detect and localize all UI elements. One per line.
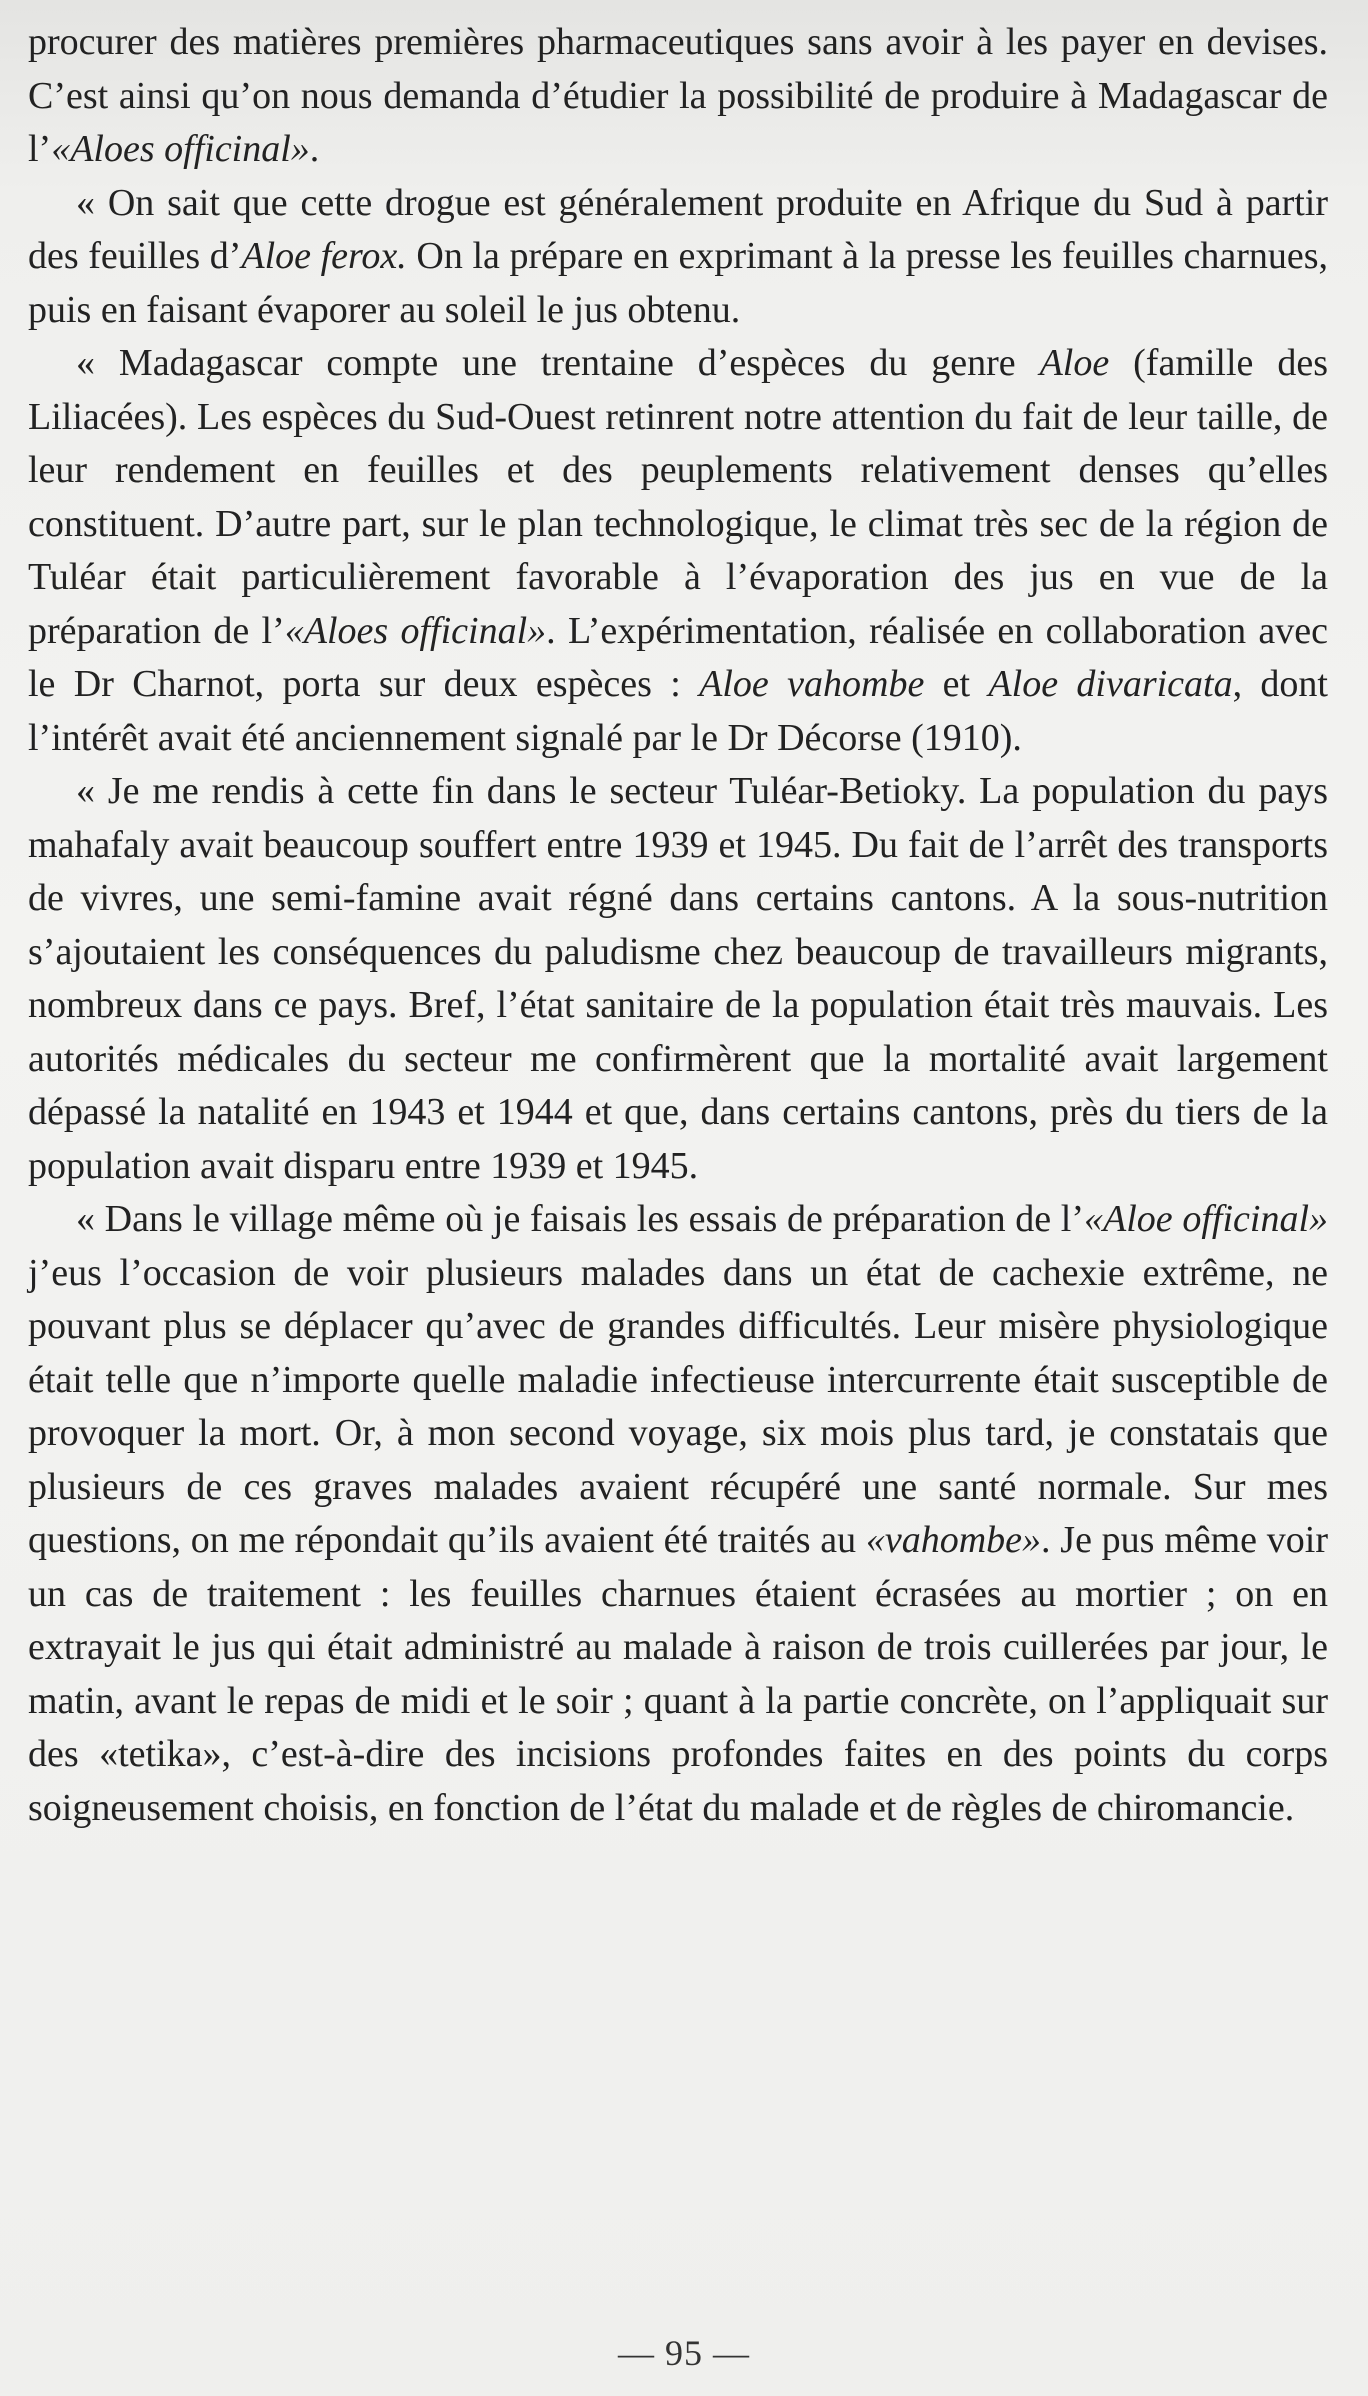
text-segment: . L’expérimentation, réalisée en collaboration avec le Dr Charnot, porta sur deux espèces :	[28, 609, 1329, 705]
paragraph	[28, 16, 1328, 177]
italic-text: «Aloe officinal»	[1084, 1198, 1329, 1240]
body-text	[28, 16, 1328, 1835]
italic-text: Aloe divaricata	[988, 663, 1233, 705]
text-segment: procurer des matières premières pharmaceutiques sans avoir à les payer en devises. C’est ainsi qu’on nous demanda d’étudier la possibilité de produire à Madagascar de l’	[28, 21, 1328, 170]
text-segment: On la prépare en exprimant à la presse les feuilles charnues, puis en faisant évaporer au soleil le jus obtenu.	[28, 235, 1329, 331]
italic-text: Aloe	[1039, 342, 1110, 384]
italic-text: «Aloes officinal»	[284, 609, 547, 652]
paragraph	[28, 337, 1328, 765]
text-segment: .	[309, 128, 320, 170]
text-segment: , dont l’intérêt avait été anciennement signalé par le Dr Décorse (1910).	[28, 663, 1328, 759]
italic-text: Aloe ferox.	[241, 235, 407, 277]
paragraph	[28, 177, 1328, 338]
page-number: — 95 —	[618, 2333, 750, 2373]
text-segment: « Madagascar compte une trentaine d’espèces du genre	[76, 342, 1040, 384]
italic-text: Aloe vahombe	[699, 663, 925, 705]
text-segment: . Je pus même voir un cas de traitement : les feuilles charnues étaient écrasées au mortier ; on en extrayait le jus qui était administré au malade à raison de trois cuillerées par jour, le matin, avant le repas de midi et le soir ; quant à la partie concrète, on l’appliquait sur des «tetika», c’est-à-dire des incisions profondes faites en des points du corps soigneusement choisis, en fonction de l’état du malade et de règles de chiromancie.	[28, 1519, 1328, 1829]
paragraph	[28, 1193, 1328, 1835]
paragraph	[28, 765, 1328, 1193]
italic-text: «Aloes officinal»	[51, 128, 310, 170]
text-segment: « On sait que cette drogue est généralement produite en Afrique du Sud à partir des feuilles d’	[28, 181, 1328, 277]
text-segment: j’eus l’occasion de voir plusieurs malades dans un état de cachexie extrême, ne pouvant plus se déplacer qu’avec de grandes difficultés. Leur misère physiologique était telle que n’importe quelle maladie infectieuse intercurrente était susceptible de provoquer la mort. Or, à mon second voyage, six mois plus tard, je constatais que plusieurs de ces graves malades avaient récupéré une santé normale. Sur mes questions, on me répondait qu’ils avaient été traités au	[28, 1251, 1328, 1561]
text-segment: (famille des Liliacées). Les espèces du Sud-Ouest retinrent notre attention du fait de leur taille, de leur rendement en feuilles et des peuplements relativement denses qu’elles constituent. D’autre part, sur le plan technologique, le climat très sec de la région de Tuléar était particulièrement favorable à l’évaporation des jus en vue de la préparation de l’	[28, 342, 1328, 652]
text-segment: « Dans le village même où je faisais les essais de préparation de l’	[76, 1198, 1085, 1240]
italic-text: «vahombe»	[865, 1519, 1042, 1561]
text-segment: « Je me rendis à cette fin dans le secteur Tuléar-Betioky. La population du pays mahafaly avait beaucoup souffert entre 1939 et 1945. Du fait de l’arrêt des transports de vivres, une semi-famine avait régné dans certains cantons. A la sous-nutrition s’ajoutaient les conséquences du paludisme chez beaucoup de travailleurs migrants, nombreux dans ce pays. Bref, l’état sanitaire de la population était très mauvais. Les autorités médicales du secteur me confirmèrent que la mortalité avait largement dépassé la natalité en 1943 et 1944 et que, dans certains cantons, près du tiers de la population avait disparu entre 1939 et 1945.	[28, 770, 1328, 1187]
text-segment: et	[924, 663, 989, 705]
